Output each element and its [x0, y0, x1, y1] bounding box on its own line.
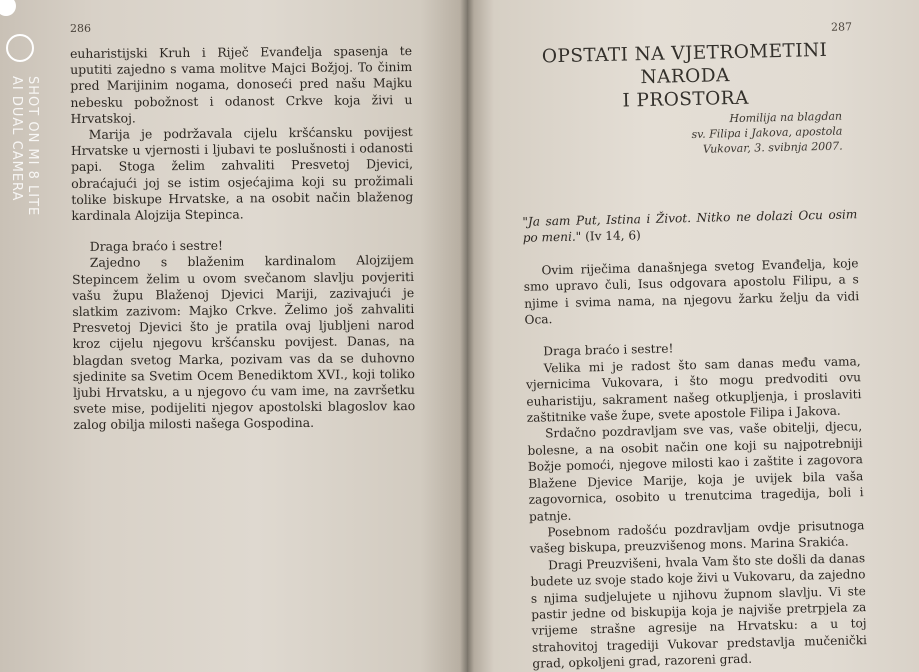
- watermark-text: [8, 76, 40, 216]
- watermark-line2: AI DUAL CAMERA: [9, 76, 24, 202]
- watermark-ring-icon: [6, 34, 34, 62]
- watermark-line1: SHOT ON MI 8 LITE: [25, 76, 40, 217]
- page-number-right: 287: [830, 20, 853, 34]
- left-paragraph: Zajedno s blaženim kardinalom Alojzijem Stepincem želim u ovom svečanom slavlju povjeriti vašu župu Blaženoj Djevici Mariji, zazivajući je slatkim zazivom: Majko Crkve. Želimo još zahvaliti Presvetoj Djevici što je pratila ovaj ljubljeni narod kroz cijelu njegovu kršćansku povijest. Danas, na blagdan svetog Marka, pozivam vas da se duhovno sjedinite sa Svetim Ocem Benediktom XVI., koji toliko ljubi Hrvatsku, a u njegovo ću vam ime, na završetku svete mise, podijeliti njegov apostolski blagoslov kao zalog obilja milosti našega Gospodina.: [71, 252, 416, 433]
- page-number-left: 286: [70, 22, 91, 35]
- chapter-title: [515, 38, 854, 115]
- book-gutter: [460, 0, 474, 672]
- left-body-text: [70, 43, 415, 434]
- quote-text: "Ja sam Put, Istina i Život. Nitko ne dolazi Ocu osim po meni.": [522, 207, 858, 246]
- chapter-title-line1: OPSTATI NA VJETROMETINI NARODA: [541, 39, 828, 89]
- left-paragraph: Marija je podržavala cijelu kršćansku povijest Hrvatske u vjernosti i ljubavi te poslušnosti i odanosti papi. Stoga želim zahvaliti Presvetoj Djevici, obraćajući joj se istim osjećajima koji su prožimali tolike biskupe Hrvatske, a na osobit način blaženog kardinala Alojzija Stepinca.: [70, 124, 414, 224]
- right-paragraph: Posebnom radošću pozdravljam ovdje prisutnoga vašeg biskupa, preuzvišenog mons. Marina Srakića.: [529, 518, 865, 557]
- right-paragraph: Srdačno pozdravljam sve vas, vaše obitelji, djecu, bolesne, a na osobit način one koji su najpotrebniji Božje pomoći, njegove milosti kao i zaštite i zagovora Blažene Djevice Marije, koja je uvijek bila vaša zagovornica, osobito u trenutcima tragedija, boli i patnje.: [527, 419, 864, 524]
- right-paragraph: Ovim riječima današnjega svetog Evanđelja, koje smo upravo čuli, Isus odgovara apostolu Filipu, a s njime i svima nama, na njegovu žarku želju da vidi Oca.: [523, 256, 860, 327]
- homily-subtitle: [691, 109, 843, 157]
- chapter-title-line2: I PROSTORA: [622, 87, 749, 112]
- left-salutation: Draga braćo i sestre!: [89, 237, 224, 255]
- right-page: [467, 0, 919, 672]
- quote-reference: (Iv 14, 6): [581, 228, 641, 244]
- subtitle-line1: Homilija na blagdan: [729, 109, 843, 126]
- right-salutation: Draga braćo i sestre!: [543, 341, 674, 359]
- right-body-text: [522, 206, 867, 672]
- watermark-dot-icon: [0, 0, 16, 16]
- subtitle-line3: Vukovar, 3. svibnja 2007.: [702, 139, 843, 156]
- right-paragraph: Velika mi je radost što sam danas među vama, vjernicima Vukovara, i što mogu predvoditi ovu euharistiju, sakrament našeg otkupljenja, i proslaviti zaštitnike vaše župe, svete apostole Filipa i Jakova.: [525, 354, 862, 425]
- right-paragraph: Dragi Preuzvišeni, hvala Vam što ste došli da danas budete uz svoje stado koje živi u Vukovaru, da zajedno s njima sudjelujete u njihovu župnom slavlju. Vi ste pastir jedne od biskupija koja je najviše pretrpjela za vrijeme strašne agresije na Hrvatsku: a u toj strahovitoj tragediji Vukovar predstavlja mučenički grad, opkoljeni grad, razoreni grad.: [530, 550, 868, 671]
- camera-watermark: [2, 0, 44, 240]
- subtitle-line2: sv. Filipa i Jakova, apostola: [691, 124, 843, 141]
- left-paragraph: euharistijski Kruh i Riječ Evanđelja spasenja te uputiti zajedno s vama molitve Majci Božjoj. To činim pred Marijinim nogama, donoseći pred našu Majku nebesku pobožnost i odanost Crkve koja živi u Hrvatskoj.: [70, 43, 413, 126]
